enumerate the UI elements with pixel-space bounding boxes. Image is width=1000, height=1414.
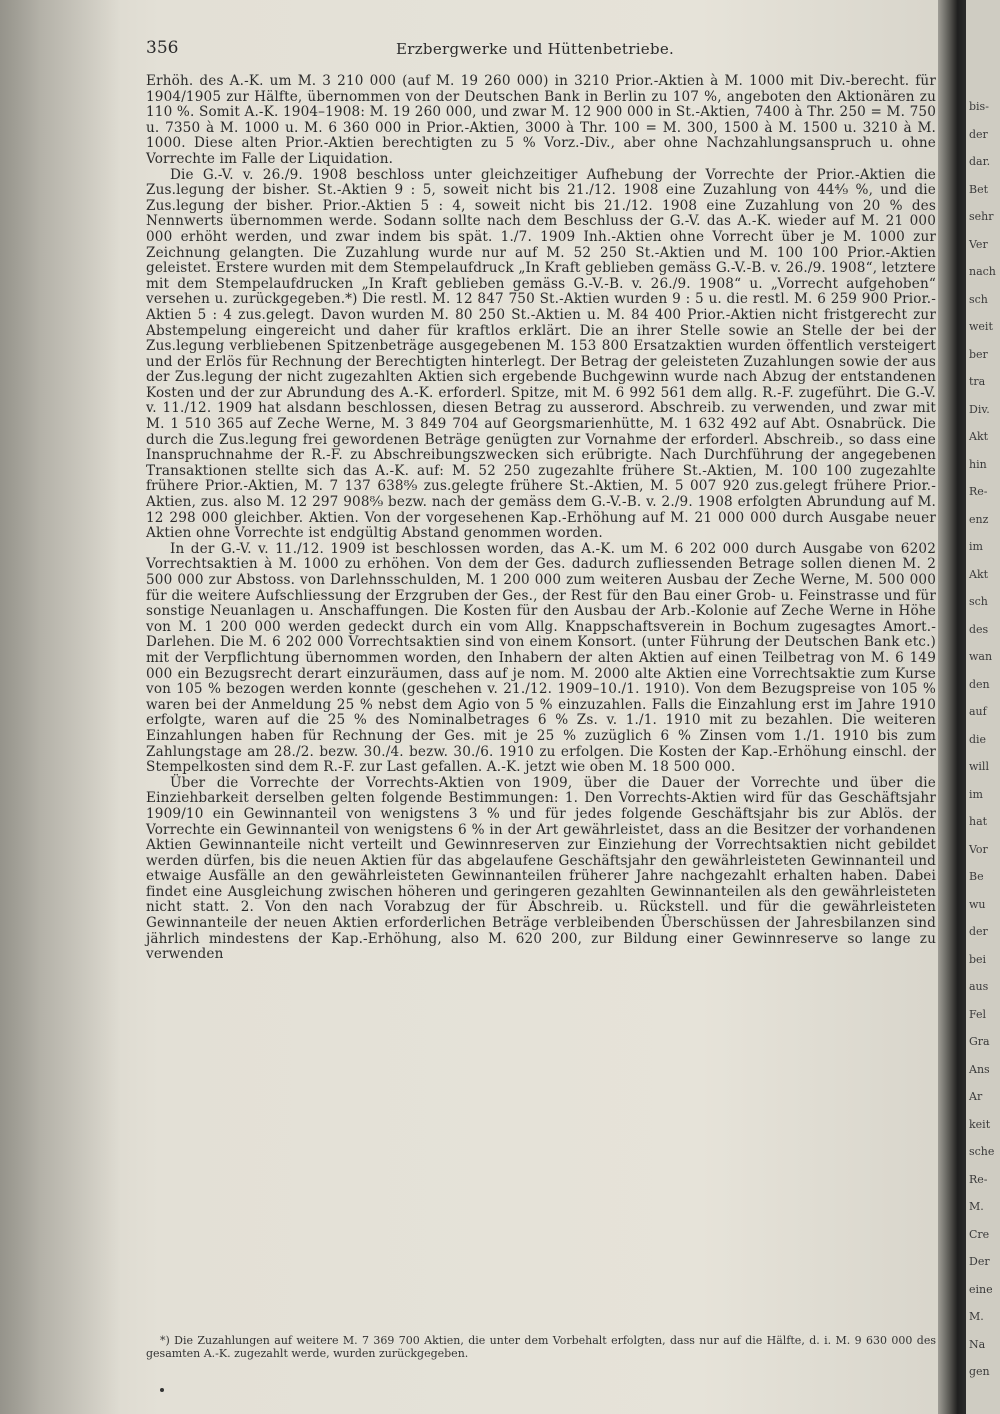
running-head xyxy=(146,38,936,60)
adjacent-page-fragment: des xyxy=(969,622,989,636)
adjacent-page-fragment: wu xyxy=(969,897,986,911)
adjacent-page-fragment: dar. xyxy=(969,155,991,168)
adjacent-page-fragment: Bet xyxy=(969,182,989,196)
adjacent-page-fragment: Be xyxy=(969,870,984,883)
adjacent-page-fragment: nach xyxy=(969,265,996,278)
adjacent-page-fragment: der xyxy=(969,127,988,141)
adjacent-page-fragment: im xyxy=(969,787,983,801)
adjacent-page-fragment: Akt xyxy=(969,567,989,581)
adjacent-page-fragment: Der xyxy=(969,1255,990,1268)
adjacent-page-fragment: enz xyxy=(969,512,989,526)
paragraph-gv-1908: Die G.-V. v. 26./9. 1908 beschloss unter gleichzeitiger Aufhebung der Vorrechte der Prior.-Aktien die Zus.legung der bisher. St.-Aktien 9 : 5, soweit nicht bis 21./12. 1908 eine Zuzahlung von 44⁴⁄₉ %, und die Zus.legung der bisher. Prior.-Aktien 5 : 4, soweit nicht bis 21./12. 1908 eine Zuzahlung von 20 % des Nennwerts übernommen werde. Sodann sollte nach dem Beschluss der G.-V. das A.-K. wieder auf M. 21 000 000 erhöht werden, und zwar indem bis spät. 1./7. 1909 Inh.-Aktien ohne Vorrecht über je M. 1000 zur Zeichnung gelangten. Die Zuzahlung wurde nur auf M. 52 250 St.-Aktien und M. 100 100 Prior.-Aktien geleistet. Erstere wurden mit dem Stempelaufdruck „In Kraft geblieben gemäss G.-V.-B. v. 26./9. 1908“, letztere mit dem Stempelaufdrucken „In Kraft geblieben gemäss G.-V.-B. v. 26./9. 1908“ u. „Vorrecht aufgehoben“ versehen u. zurückgegeben.*) Die restl. M. 12 847 750 St.-Aktien wurden 9 : 5 u. die restl. M. 6 259 900 Prior.-Aktien 5 : 4 zus.gelegt. Davon wurden M. 80 250 St.-Aktien u. M. 84 400 Prior.-Aktien nicht fristgerecht zur Abstempelung eingereicht und daher für kraftlos erklärt. Die an ihrer Stelle sowie an Stelle der bei der Zus.legung verbliebenen Spitzenbeträge ausgegebenen M. 153 800 Ersatzaktien wurden öffentlich versteigert und der Erlös für Rechnung der Berechtigten hinterlegt. Der Betrag der geleisteten Zuzahlungen sowie der aus der Zus.legung der nicht zugezahlten Aktien sich ergebende Buchgewinn wurde nach Abzug der entstandenen Kosten und der zur Abrundung des A.-K. erforderl. Spitze, mit M. 6 992 561 dem allg. R.-F. zugeführt. Die G.-V. v. 11./12. 1909 hat alsdann beschlossen, diesen Betrag zu ausserord. Abschreib. zu verwenden, und zwar mit M. 1 510 365 auf Zeche Werne, M. 3 849 704 auf Georgsmarienhütte, M. 1 632 492 auf Abt. Osnabrück. Die durch die Zus.legung frei gewordenen Beträge genügten zur Vornahme der erforderl. Abschreib., so dass eine Inanspruchnahme der R.-F. zu Abschreibungszwecken sich erübrigte. Nach Durchführung der angegebenen Transaktionen stellte sich das A.-K. auf: M. 52 250 zugezahlte frühere St.-Aktien, M. 100 100 zugezahlte frühere Prior.-Aktien, M. 7 137 638⁸⁄₉ zus.gelegte frühere St.-Aktien, M. 5 007 920 zus.gelegt frühere Prior.-Aktien, zus. also M. 12 297 908⁸⁄₉ bezw. nach der gemäss dem G.-V.-B. v. 2./9. 1908 erfolgten Abrundung auf M. 12 298 000 gleichber. Aktien. Von der vorgesehenen Kap.-Erhöhung auf M. 21 000 000 durch Ausgabe neuer Aktien ohne Vorrechte ist endgültig Abstand genommen worden. xyxy=(146,166,936,542)
adjacent-page-fragment: Cre xyxy=(969,1227,990,1241)
adjacent-page-fragment: aus xyxy=(969,980,989,993)
spine-shadow xyxy=(0,0,120,1414)
adjacent-page-fragment: der xyxy=(969,925,988,938)
adjacent-page-fragment: sehr xyxy=(969,210,994,223)
adjacent-page-fragment: Akt xyxy=(969,430,989,443)
adjacent-page-fragment: eine xyxy=(969,1282,993,1296)
paragraph-capital-increase-1904: Erhöh. des A.-K. um M. 3 210 000 (auf M. 19 260 000) in 3210 Prior.-Aktien à M. 1000 mit Div.-berecht. für 1904/1905 zur Hälfte, übernommen von der Deutschen Bank in Berlin zu 107 %, angeboten den Aktionären zu 110 %. Somit A.-K. 1904–1908: M. 19 260 000, und zwar M. 12 900 000 in St.-Aktien, 7400 à Thr. 250 = M. 750 u. 7350 à M. 1000 u. M. 6 360 000 in Prior.-Aktien, 3000 à Thr. 100 = M. 300, 1500 à M. 1500 u. 3210 à M. 1000. Diese alten Prior.-Aktien berechtigten zu 5 % Vorz.-Div., aber ohne Nachzahlungsanspruch u. ohne Vorrechte im Falle der Liquidation. xyxy=(146,73,936,167)
adjacent-page-fragment: will xyxy=(969,760,989,773)
adjacent-page-fragment: weit xyxy=(969,320,993,333)
adjacent-page-fragment: im xyxy=(969,540,983,553)
body-text xyxy=(146,74,936,963)
adjacent-page-fragment: Fel xyxy=(969,1007,987,1021)
page-number: 356 xyxy=(146,38,179,58)
adjacent-page-fragment: hat xyxy=(969,815,988,828)
paragraph-vorrechte: Über die Vorrechte der Vorrechts-Aktien von 1909, über die Dauer der Vorrechte und über die Einziehbarkeit derselben gelten folgende Bestimmungen: 1. Den Vorrechts-Aktien wird für das Geschäftsjahr 1909/10 ein Gewinnanteil von wenigstens 3 % und für jedes folgende Geschäftsjahr bis zur Ablös. der Vorrechte ein Gewinnanteil von wenigstens 6 % in der Art gewährleistet, dass an die Besitzer der vorhandenen Aktien Gewinnanteile nicht verteilt und Gewinnreserven zur Einziehung der Vorrechtsaktien nicht gebildet werden dürfen, bis die neuen Aktien für das abgelaufene Geschäftsjahr den gewährleisteten Gewinnanteil und etwaige Ausfälle an den gewährleisteten Gewinnanteilen früherer Jahre nachgezahlt erhalten haben. Dabei findet eine Ausgleichung zwischen höheren und geringeren gezahlten Gewinnanteilen als den gewährleisteten nicht statt. 2. Von den nach Vorabzug der für Abschreib. u. Rückstell. und für die gewährleisteten Gewinnanteile der neuen Aktien erforderlichen Beträge verbleibenden Überschüssen der Jahresbilanzen sind jährlich mindestens der Kap.-Erhöhung, also M. 620 200, zur Bildung einer Gewinnreserve so lange zu verwenden xyxy=(146,774,936,963)
adjacent-page-fragment: M. xyxy=(969,1310,984,1323)
footnote xyxy=(146,1334,936,1360)
adjacent-page-fragment: den xyxy=(969,677,990,691)
adjacent-page-fragment: gen xyxy=(969,1365,990,1378)
adjacent-page-fragment: ber xyxy=(969,347,988,361)
adjacent-page-fragment: keit xyxy=(969,1117,991,1131)
adjacent-page-fragment: sch xyxy=(969,595,988,608)
page-title: Erzbergwerke und Hüttenbetriebe. xyxy=(396,40,675,58)
adjacent-page-fragment: tra xyxy=(969,375,986,388)
adjacent-page-fragment: bis- xyxy=(969,100,989,113)
adjacent-page-fragment: die xyxy=(969,732,987,746)
adjacent-page-fragment: sche xyxy=(969,1145,995,1158)
adjacent-page-fragment: M. xyxy=(969,1200,984,1213)
adjacent-page-fragment: Ver xyxy=(969,237,988,251)
adjacent-page-fragment: Ar xyxy=(969,1090,983,1103)
adjacent-page-fragment: bei xyxy=(969,952,987,966)
adjacent-page-fragment: Gra xyxy=(969,1035,990,1048)
adjacent-page-fragment: sch xyxy=(969,292,988,306)
book-gutter xyxy=(938,0,966,1414)
adjacent-page-edge xyxy=(966,0,1000,1414)
adjacent-page-fragment: hin xyxy=(969,457,987,471)
adjacent-page-fragment: Div. xyxy=(969,402,990,416)
footnote-text: *) Die Zuzahlungen auf weitere M. 7 369 700 Aktien, die unter dem Vorbehalt erfolgten, dass nur auf die Hälfte, d. i. M. 9 630 000 des gesamten A.-K. zugezahlt werde, wurden zurückgegeben. xyxy=(146,1334,936,1360)
adjacent-page-fragment: Re- xyxy=(969,1172,988,1186)
adjacent-page-fragment: Na xyxy=(969,1337,986,1351)
ink-speck xyxy=(160,1388,164,1392)
adjacent-page-fragment: Vor xyxy=(969,842,988,856)
adjacent-page-fragment: Re- xyxy=(969,485,988,498)
adjacent-page-fragment: Ans xyxy=(969,1062,990,1076)
paragraph-gv-1909: In der G.-V. v. 11./12. 1909 ist beschlossen worden, das A.-K. um M. 6 202 000 durch Ausgabe von 6202 Vorrechtsaktien à M. 1000 zu erhöhen. Von dem der Ges. dadurch zufliessenden Betrage sollen dienen M. 2 500 000 zur Abstoss. von Darlehnsschulden, M. 1 200 000 zum weiteren Ausbau der Zeche Werne, M. 500 000 für die weitere Aufschliessung der Erzgruben der Ges., der Rest für den Bau einer Grob- u. Feinstrasse und für sonstige Neuanlagen u. Anschaffungen. Die Kosten für den Ausbau der Arb.-Kolonie auf Zeche Werne in Höhe von M. 1 200 000 werden gedeckt durch ein vom Allg. Knappschaftsverein in Bochum zugesagtes Amort.-Darlehen. Die M. 6 202 000 Vorrechtsaktien sind von einem Konsort. (unter Führung der Deutschen Bank etc.) mit der Verpflichtung übernommen worden, den Inhabern der alten Aktien auf einen Teilbetrag von M. 6 149 000 ein Bezugsrecht derart einzuräumen, dass auf je nom. M. 2000 alte Aktien eine Vorrechtsaktie zum Kurse von 105 % bezogen werden konnte (geschehen v. 21./12. 1909–10./1. 1910). Von dem Bezugspreise von 105 % waren bei der Anmeldung 25 % nebst dem Agio von 5 % einzuzahlen. Falls die Einzahlung erst im Jahre 1910 erfolgte, waren auf die 25 % des Nominalbetrages 6 % Zs. v. 1./1. 1910 mit zu bezahlen. Die weiteren Einzahlungen haben für Rechnung der Ges. mit je 25 % zuzüglich 6 % Zinsen vom 1./1. 1910 bis zum Zahlungstage am 28./2. bezw. 30./4. bezw. 30./6. 1910 zu erfolgen. Die Kosten der Kap.-Erhöhung einschl. der Stempelkosten sind dem R.-F. zur Last gefallen. A.-K. jetzt wie oben M. 18 500 000. xyxy=(146,540,936,776)
adjacent-page-fragment: wan xyxy=(969,650,993,663)
adjacent-page-fragment: auf xyxy=(969,705,987,718)
